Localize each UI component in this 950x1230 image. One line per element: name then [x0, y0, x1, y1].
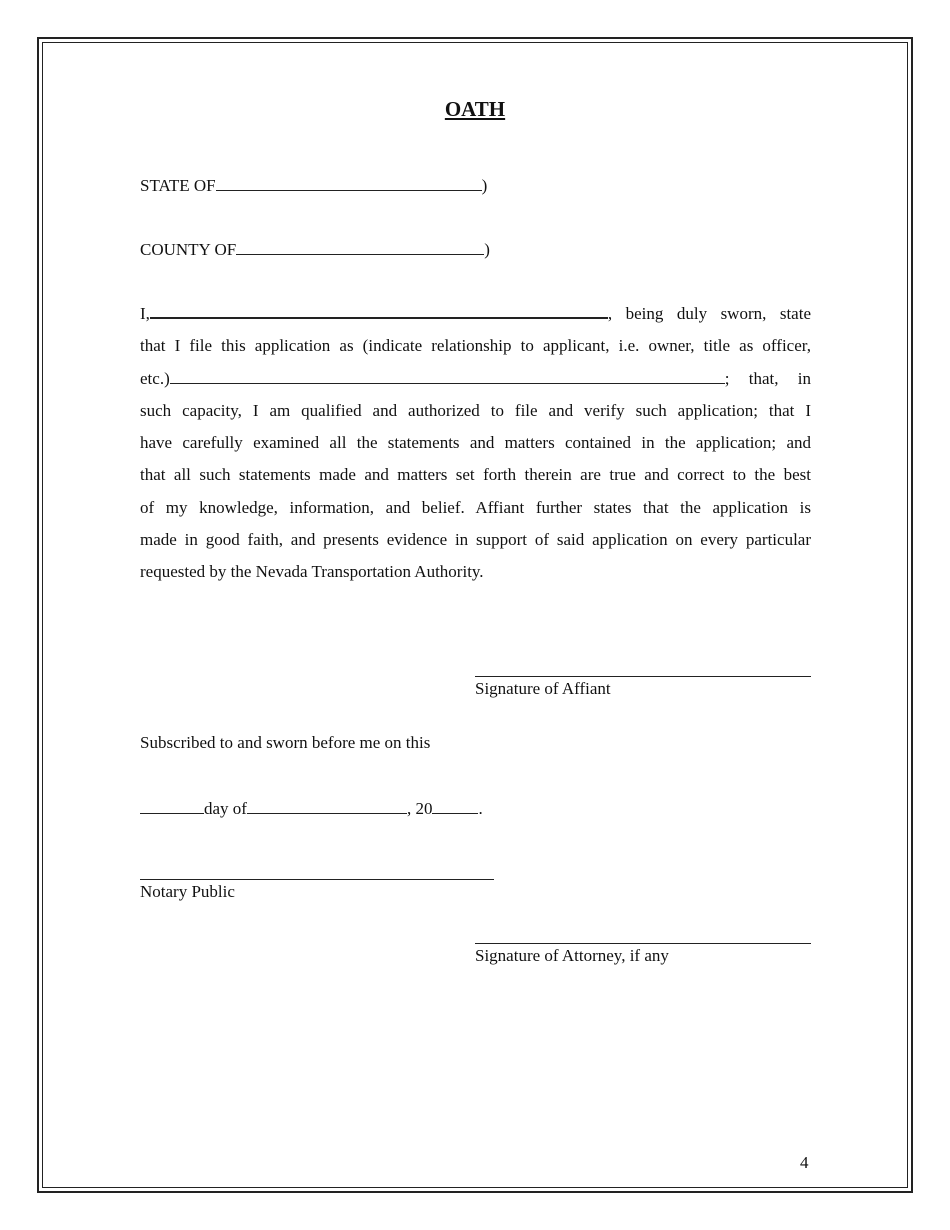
date-row [140, 797, 483, 819]
subscribed-text: Subscribed to and sworn before me on this [140, 733, 431, 752]
year-field[interactable] [432, 797, 478, 814]
attorney-signature-line[interactable] [475, 943, 811, 944]
state-field[interactable] [216, 174, 482, 191]
day-field[interactable] [140, 797, 204, 814]
body-line-4: such capacity, I am qualified and authorized to file and verify such application; that I [140, 400, 811, 420]
county-row [140, 238, 490, 260]
state-label: STATE OF [140, 176, 216, 195]
body-after-etc: ; that, in [724, 368, 811, 388]
state-row [140, 174, 487, 196]
page-number: 4 [800, 1153, 809, 1172]
body-line-3 [140, 363, 811, 395]
relationship-field[interactable] [170, 367, 725, 384]
body-line-5: have carefully examined all the statements and matters contained in the application; and [140, 433, 811, 453]
body-line-7: of my knowledge, information, and belief. Affiant further states that the application is [140, 497, 811, 517]
page-border-inner [42, 42, 908, 1188]
body-line-2: that I file this application as (indicate relationship to applicant, i.e. owner, title as officer, [140, 336, 811, 356]
notary-label: Notary Public [140, 882, 235, 901]
affiant-name-field[interactable] [150, 301, 608, 319]
date-period: . [478, 799, 483, 818]
body-line-6: that all such statements made and matters set forth therein are true and correct to the best [140, 465, 811, 485]
day-of-label: day of [204, 799, 247, 818]
county-field[interactable] [236, 238, 484, 255]
page-title: OATH [444, 97, 506, 121]
attorney-signature-label: Signature of Attorney, if any [475, 946, 669, 965]
state-paren: ) [481, 176, 488, 195]
body-line-8: made in good faith, and presents evidence in support of said application on every particular [140, 530, 811, 550]
month-field[interactable] [247, 797, 407, 814]
body-etc-label: etc.) [140, 368, 170, 388]
body-pronoun: I, [140, 304, 150, 323]
county-label: COUNTY OF [140, 240, 237, 259]
notary-signature-line[interactable] [140, 879, 494, 880]
oath-body [140, 298, 811, 589]
body-line-1 [140, 298, 811, 330]
affiant-signature-line[interactable] [475, 676, 811, 677]
county-paren: ) [484, 240, 490, 259]
body-after-name: , being duly sworn, state [607, 304, 811, 323]
affiant-signature-label: Signature of Affiant [475, 679, 611, 698]
body-line-9: requested by the Nevada Transportation Authority. [140, 562, 484, 582]
year-prefix: , 20 [406, 799, 433, 818]
